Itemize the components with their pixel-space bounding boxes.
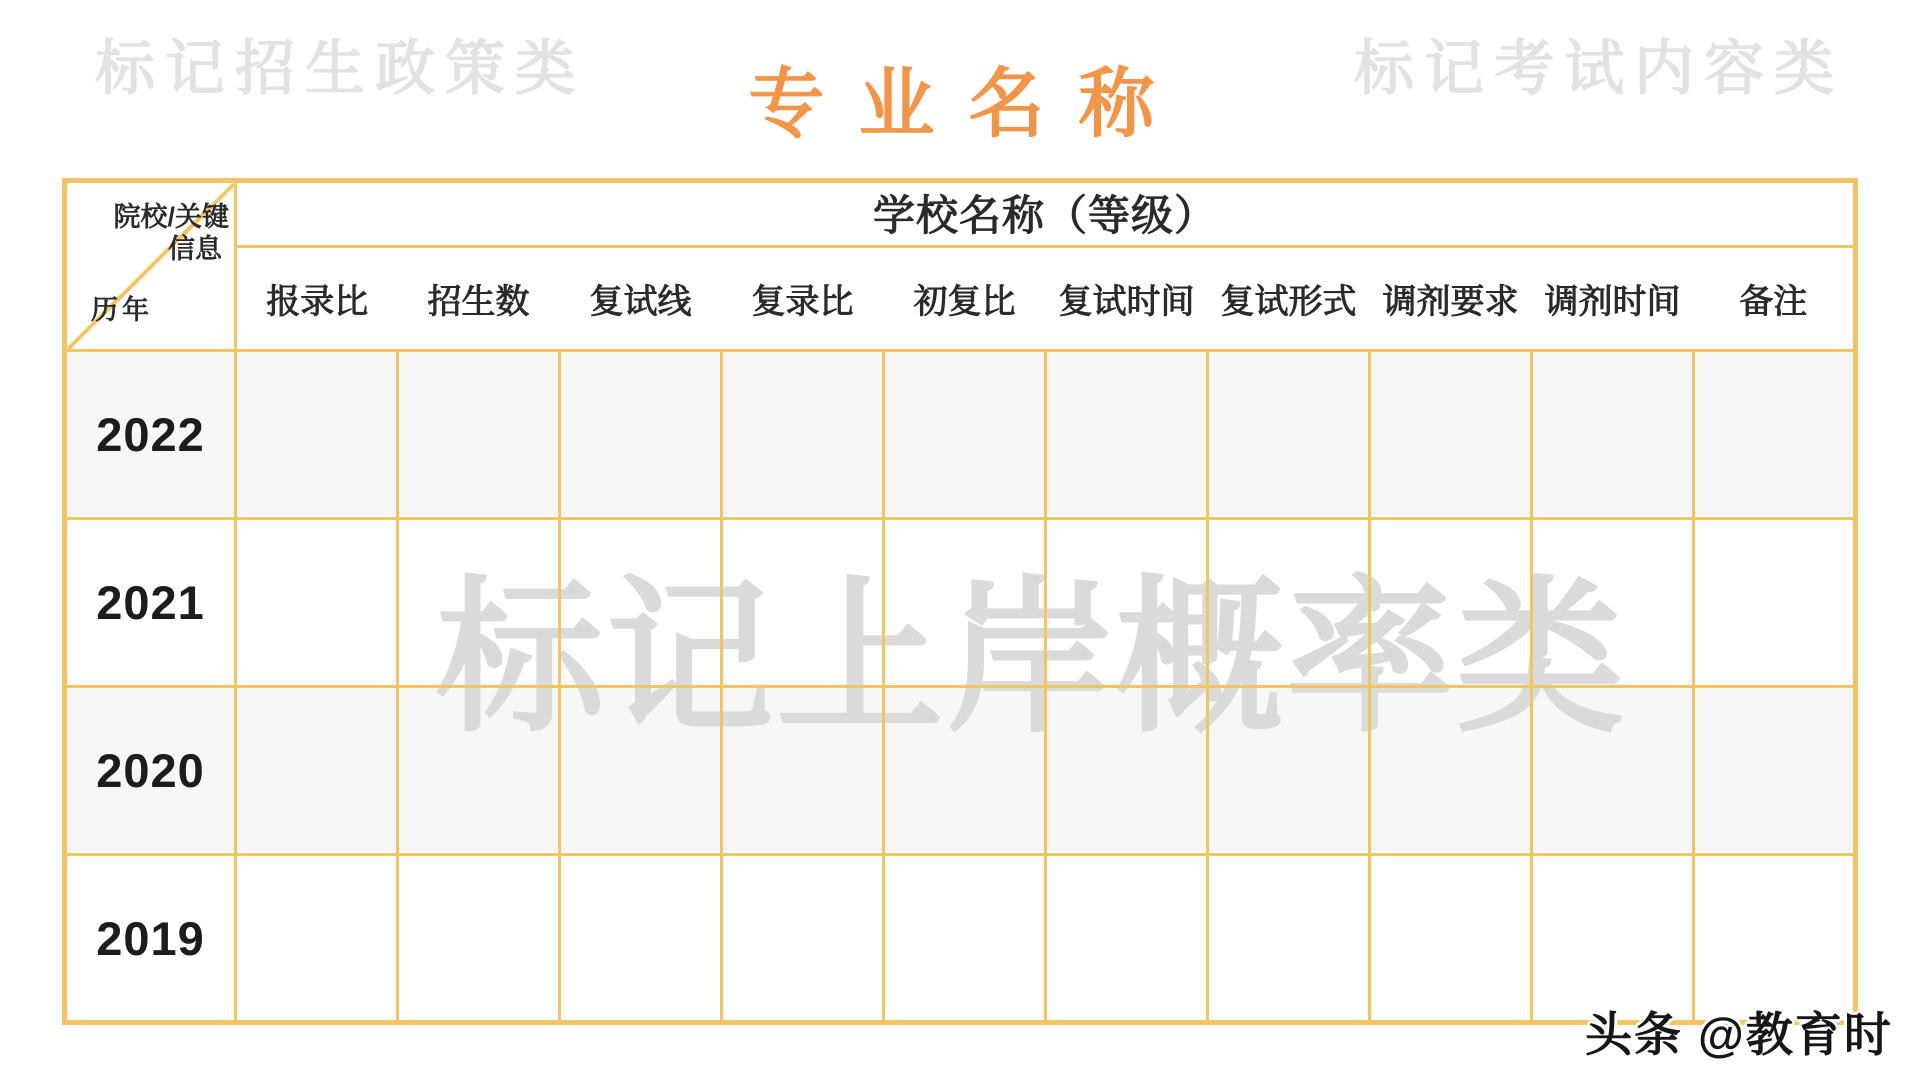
toutiao-brand-watermark: 头条 @教育时 bbox=[1585, 1008, 1893, 1061]
corner-label-school-key-info: 院校/关键 bbox=[113, 202, 229, 232]
table-cell bbox=[398, 519, 560, 687]
column-header-transfer-requirements: 调剂要求 bbox=[1370, 247, 1532, 351]
table-cell bbox=[560, 351, 722, 519]
table-cell bbox=[1532, 687, 1694, 855]
table-cell bbox=[236, 855, 398, 1023]
table-cell bbox=[1046, 351, 1208, 519]
school-name-grade-header: 学校名称（等级） bbox=[236, 181, 1856, 247]
table-cell bbox=[398, 855, 560, 1023]
watermark-admission-probability: 标记上岸概率类 bbox=[436, 564, 1626, 752]
table-cell bbox=[1370, 855, 1532, 1023]
table-cell bbox=[1208, 855, 1370, 1023]
table-cell bbox=[1532, 519, 1694, 687]
table-cell bbox=[1532, 351, 1694, 519]
table-cell bbox=[1370, 351, 1532, 519]
corner-cell bbox=[65, 181, 236, 351]
year-label: 2021 bbox=[65, 519, 236, 687]
table-cell bbox=[722, 687, 884, 855]
table-cell bbox=[560, 519, 722, 687]
watermark-exam-content: 标记考试内容类 bbox=[1354, 35, 1844, 102]
table-row-2022 bbox=[65, 351, 1856, 519]
table-cell bbox=[236, 687, 398, 855]
table-cell bbox=[722, 351, 884, 519]
column-header-transfer-time: 调剂时间 bbox=[1532, 247, 1694, 351]
table-cell bbox=[236, 351, 398, 519]
table-cell bbox=[1046, 855, 1208, 1023]
corner-label-info: 信息 bbox=[168, 234, 222, 264]
page-title: 专业名称 bbox=[748, 59, 1189, 148]
column-header-apply-admit-ratio: 报录比 bbox=[236, 247, 398, 351]
table-cell bbox=[560, 855, 722, 1023]
table-cell bbox=[884, 351, 1046, 519]
table-cell bbox=[722, 519, 884, 687]
column-header-row bbox=[65, 247, 1856, 351]
watermark-admission-policy: 标记招生政策类 bbox=[95, 35, 585, 102]
table-cell bbox=[398, 687, 560, 855]
table-cell bbox=[884, 687, 1046, 855]
column-header-retest-time: 复试时间 bbox=[1046, 247, 1208, 351]
table-cell bbox=[560, 687, 722, 855]
column-header-remarks: 备注 bbox=[1694, 247, 1856, 351]
table-cell bbox=[1694, 687, 1856, 855]
table-cell bbox=[1046, 687, 1208, 855]
column-header-enrollment: 招生数 bbox=[398, 247, 560, 351]
admissions-table bbox=[62, 178, 1858, 1025]
table-row-2020 bbox=[65, 687, 1856, 855]
year-label: 2020 bbox=[65, 687, 236, 855]
column-header-retest-line: 复试线 bbox=[560, 247, 722, 351]
year-label: 2019 bbox=[65, 855, 236, 1023]
table-cell bbox=[884, 855, 1046, 1023]
corner-label-years: 历年 bbox=[91, 295, 153, 325]
table-cell bbox=[1694, 351, 1856, 519]
year-label: 2022 bbox=[65, 351, 236, 519]
table-cell bbox=[1208, 351, 1370, 519]
table-cell bbox=[398, 351, 560, 519]
table-cell bbox=[884, 519, 1046, 687]
table-cell bbox=[236, 519, 398, 687]
table-cell bbox=[1694, 519, 1856, 687]
table-cell bbox=[722, 855, 884, 1023]
column-header-initial-retest-ratio: 初复比 bbox=[884, 247, 1046, 351]
group-header-row bbox=[65, 181, 1856, 247]
admissions-table-area bbox=[62, 178, 1858, 1020]
table-cell bbox=[1046, 519, 1208, 687]
column-header-retest-format: 复试形式 bbox=[1208, 247, 1370, 351]
table-cell bbox=[1208, 519, 1370, 687]
table-cell bbox=[1370, 687, 1532, 855]
table-cell bbox=[1370, 519, 1532, 687]
column-header-retest-admit-ratio: 复录比 bbox=[722, 247, 884, 351]
table-cell bbox=[1208, 687, 1370, 855]
table-row-2021 bbox=[65, 519, 1856, 687]
